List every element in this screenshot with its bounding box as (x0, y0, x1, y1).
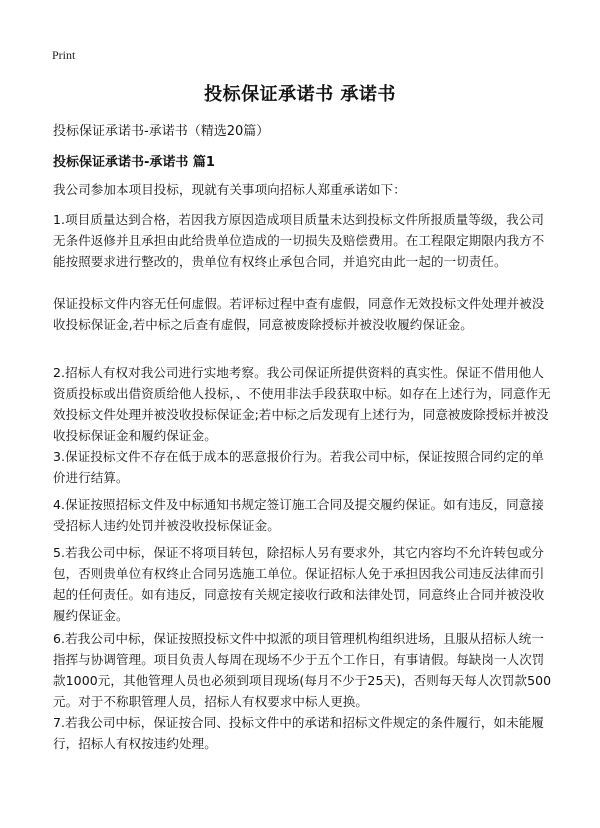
document-subtitle: 投标保证承诺书-承诺书（精选20篇） (53, 124, 270, 139)
section-heading: 投标保证承诺书-承诺书 篇1 (53, 155, 215, 170)
document-title: 投标保证承诺书 承诺书 (204, 84, 396, 105)
paragraph-item-6: 6.若我公司中标，保证按照投标文件中拟派的项目管理机构组织进场，且服从招标人统一指挥与协调管理。项目负责人每周在现场不少于五个工作日，有事请假。每缺岗一人次罚款1000元，其他管理人员也必须到项目现场(每月不少于25天)，否则每天每人次罚款500元。对于不称职管理人员，招标人有权要求中标人更换。 (53, 631, 552, 709)
paragraph-item-5: 5.若我公司中标，保证不将项目转包，除招标人另有要求外，其它内容均不允许转包或分包，否则贵单位有权终止合同另选施工单位。保证招标人免于承担因我公司违反法律而引起的任何责任。如有违反，同意按有关规定接收行政和法律处罚，同意终止合同并被没收履约保证金。 (53, 545, 545, 623)
paragraph-intro: 我公司参加本项目投标，现就有关事项向招标人郑重承诺如下： (53, 182, 406, 197)
paragraph-item-7: 7.若我公司中标，保证按合同、投标文件中的承诺和招标文件规定的条件履行，如未能履行，招标人有权按违约处理。 (53, 715, 544, 751)
paragraph-item-1: 1.项目质量达到合格，若因我方原因造成项目质量未达到投标文件所报质量等级，我公司无条件返修并且承担由此给贵单位造成的一切损失及赔偿费用。在工程限定期限内我方不能按照要求进行整改的，贵单位有权终止承包合同，并追究由此一起的一切责任。 (53, 212, 545, 269)
print-link[interactable]: Print (52, 48, 76, 62)
paragraph-item-3: 3.保证投标文件不存在低于成本的恶意报价行为。若我公司中标，保证按照合同约定的单价进行结算。 (53, 449, 544, 485)
paragraph-no-false-info: 保证投标文件内容无任何虚假。若评标过程中查有虚假，同意作无效投标文件处理并被没收投标保证金,若中标之后查有虚假，同意被废除授标并被没收履约保证金。 (53, 296, 545, 332)
paragraph-item-4: 4.保证按照招标文件及中标通知书规定签订施工合同及提交履约保证。如有违反，同意接受招标人违约处罚并被没收投标保证金。 (53, 497, 544, 533)
paragraph-item-2: 2.招标人有权对我公司进行实地考察。我公司保证所提供资料的真实性。保证不借用他人资质投标或出借资质给他人投标，、不使用非法手段获取中标。如存在上述行为，同意作无效投标文件处理并被没收投标保证金;若中标之后发现有上述行为，同意被废除授标并被没收投标保证金和履约保证金。 (53, 365, 551, 443)
